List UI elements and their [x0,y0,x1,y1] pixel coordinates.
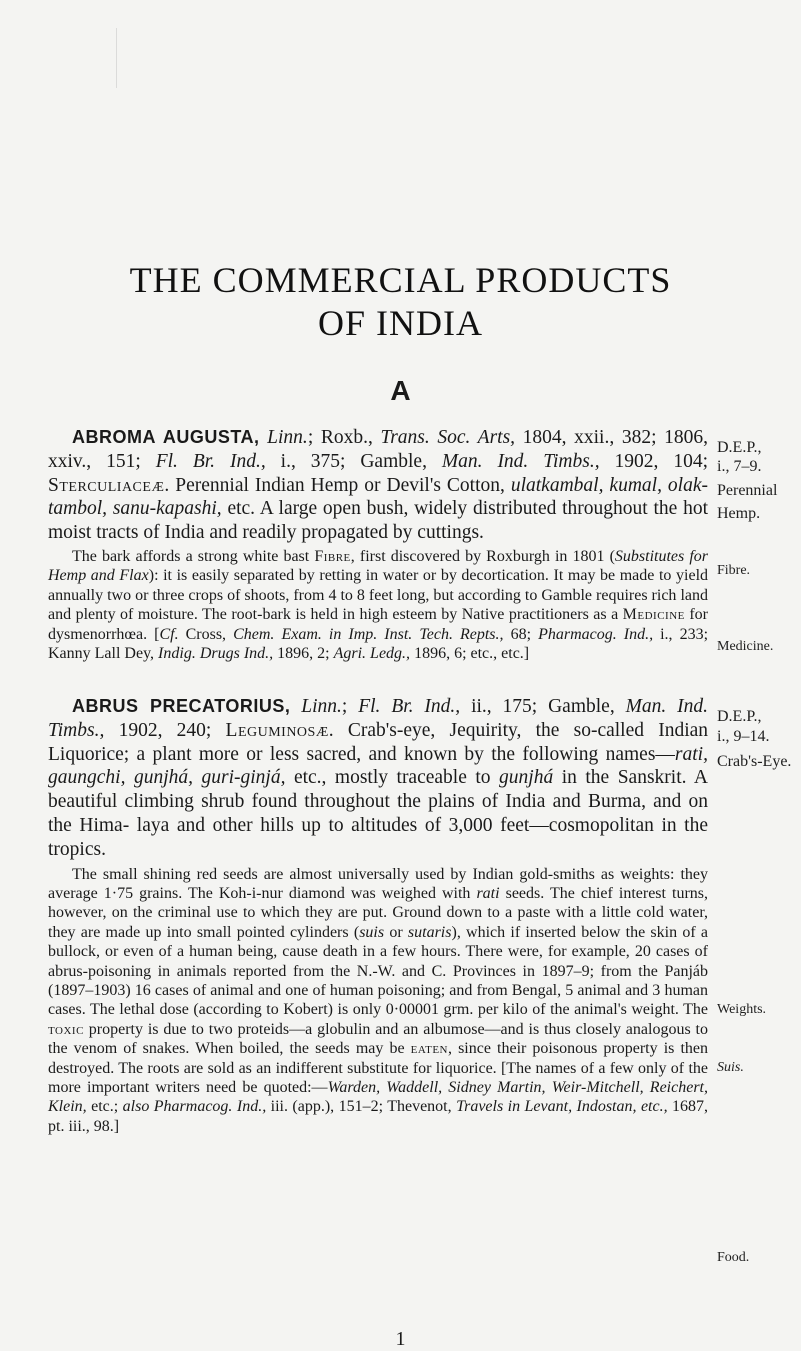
text: tropics. [48,838,106,860]
keyword: eaten [410,1040,448,1058]
text: etc.; [86,1098,123,1116]
text: ; Roxb., [307,427,381,448]
text: seeds. The chief interest turns, however, on the criminal use to which they are put. Ground down to a paste with a little cold water, they are made up into small pointed cylinders ( [48,884,708,941]
text: 1896, 6; etc., etc.] [410,645,530,663]
text: or Devil's Cotton, [364,474,511,496]
text: , first discovered by Roxburgh in 1801 ( [350,547,615,565]
citation-title: Agri. Ledg., [333,645,411,663]
citation-title: Fl. Br. Ind., [155,450,266,472]
text: etc. [221,498,256,520]
text: shrub found throughout the plains of India and Burma, and on the Hima- [48,791,709,836]
citation-title: Man. Ind. Timbs., [48,696,709,741]
margin-note: Fibre. [717,563,751,578]
margin-note: D.E.P., [717,708,762,725]
text: ): it is easily separated by retting in water or by decortication. It may be made to yield annually two or three crops of shoots, from 4 to 8 feet long, but according to Gamble requires rich land and plenty of moisture. The root-bark is held in high esteem by Native practitioners as a [48,567,709,624]
entry-abroma [48,426,708,663]
citation-title: Fl. Br. Ind., [358,696,461,717]
text: iii. (app.), 151–2; Thevenot, [266,1098,457,1116]
text: for dysmenorrhœa. [ [48,606,709,643]
text: 1902, 240; [104,719,226,741]
citation-title: Substitutes for Hemp and Flax [48,547,708,585]
margin-note: Weights. [717,1002,767,1017]
text: of India and readily propagated by cuttings. [143,522,484,544]
keyword: toxic [48,1020,84,1038]
vernacular-name: suis [359,923,385,941]
text: the so-called Indian Liquorice; a plant more or less sacred, and [48,719,709,765]
book-title-line-2: OF INDIA [318,303,483,343]
text: ), which if inserted below the skin of a bullock, or even of a human being, cause death in a few hours. There were, for example, 20 cases of abrus-poisoning in animals reported from the N.-W. and C. Provinces in 1897–9; from the Panjáb (1897–1903) 16 cases of animal and one of human poisoning; and from Bengal, 5 animal and 3 human cases. The lethal dose (according to Kobert) is only 0·00001 grm. per kilo of the animal's weight. The [48,923,709,1019]
entry-heading: ABROMA AUGUSTA, [72,427,260,447]
text: in the Sanskrit. A beautiful climbing [48,767,709,813]
text: 68; [503,625,539,643]
keyword: Fibre [314,547,351,565]
text: 1687, pt. iii., 98.] [48,1098,709,1135]
margin-note: Crab's-Eye. [717,753,792,770]
citation-title: Travels in Levant, Indostan, etc., [456,1098,668,1116]
abrus-body [48,865,708,1137]
margin-note: Suis. [717,1060,744,1075]
citation-title: Man. Ind. Timbs., [441,450,600,472]
vernacular-name: sutaris [407,923,452,941]
text: 1804, [515,427,567,448]
text: property is due to two proteids—a globulin and an albumose—and is thus closely analogous to the venom of snakes. When boiled, the seeds may be [48,1020,708,1058]
book-title-line-1: THE COMMERCIAL PRODUCTS [129,260,672,300]
citation-title: Cf. [159,625,179,643]
text: ii., 175; Gamble, [460,696,615,717]
entry-heading: ABRUS PRECATORIUS, [72,696,291,716]
text: 1902, 104; [599,450,708,472]
citation-title: Pharmacog. Ind., [538,625,654,643]
page-number: 1 [395,1328,406,1350]
keyword: Medicine [622,606,685,624]
text: 1896, 2; [273,645,334,663]
margin-note: D.E.P., [717,439,762,456]
text: laya and other hills up to altitudes of 3,000 feet—cosmopolitan in the [136,814,709,836]
entry-abrus [48,695,708,1136]
margin-note: Medicine. [717,639,774,654]
family-name: Leguminosæ [225,719,329,741]
abroma-intro [48,426,708,545]
text: Cross, [178,625,234,643]
authority: Linn. [259,427,308,448]
family-name: Sterculiaceæ [48,474,165,496]
authority: Linn. [290,696,342,717]
citation-title: Trans. Soc. Arts, [380,427,516,448]
text: xxii., 382; 1806, xxiv., 151; [48,427,708,472]
text: . Crab's-eye, Jequirity, [328,719,522,741]
text: The small shining red seeds are almost universally used by Indian gold-smiths as weights: they average 1·75 grains. The Koh-i-nur diamond was weighed with [48,865,708,902]
vernacular-name: gunjhá [499,767,554,789]
abrus-intro [48,695,708,862]
text: , since their poisonous property is then destroyed. The roots are sold as an indifferent substitute for liquorice. [The names of a few only of the more important writers need be quoted:— [48,1040,708,1097]
text: i., 375; Gamble, [265,450,427,472]
text: or [384,923,408,941]
vernacular-names: rati, gaungchi, gunjhá, guri-ginjá, [48,743,708,789]
text: ; [341,696,359,717]
text: . Perennial Indian Hemp [164,474,359,496]
vernacular-name: rati [476,884,500,902]
citation-title: also Pharmacog. Ind., [122,1098,267,1116]
text: known by the following names— [404,743,675,765]
vernacular-names: ulatkambal, kumal, olak-tambol, sanu-kapashi, [48,474,708,520]
abroma-body [48,547,708,663]
margin-note: Hemp. [717,505,761,522]
text: The bark affords a strong white bast [72,547,315,565]
margin-note: i., 9–14. [717,728,770,745]
margin-note: Food. [717,1250,750,1265]
writers-list: Warden, Waddell, Sidney Martin, Weir-Mitchell, Reichert, Klein, [48,1079,709,1116]
margin-note: i., 7–9. [717,458,762,475]
text: etc., mostly traceable to [293,767,500,789]
margin-note: Perennial [717,482,778,499]
section-letter: A [390,375,411,406]
citation-title: Chem. Exam. in Imp. Inst. Tech. Repts., [233,625,504,643]
text: A large open bush, widely distributed throughout the hot moist tracts [48,498,708,544]
citation-title: Indig. Drugs Ind., [158,645,274,663]
text: i., 233; Kanny Lall Dey, [48,625,709,663]
scan-mark [116,28,127,88]
